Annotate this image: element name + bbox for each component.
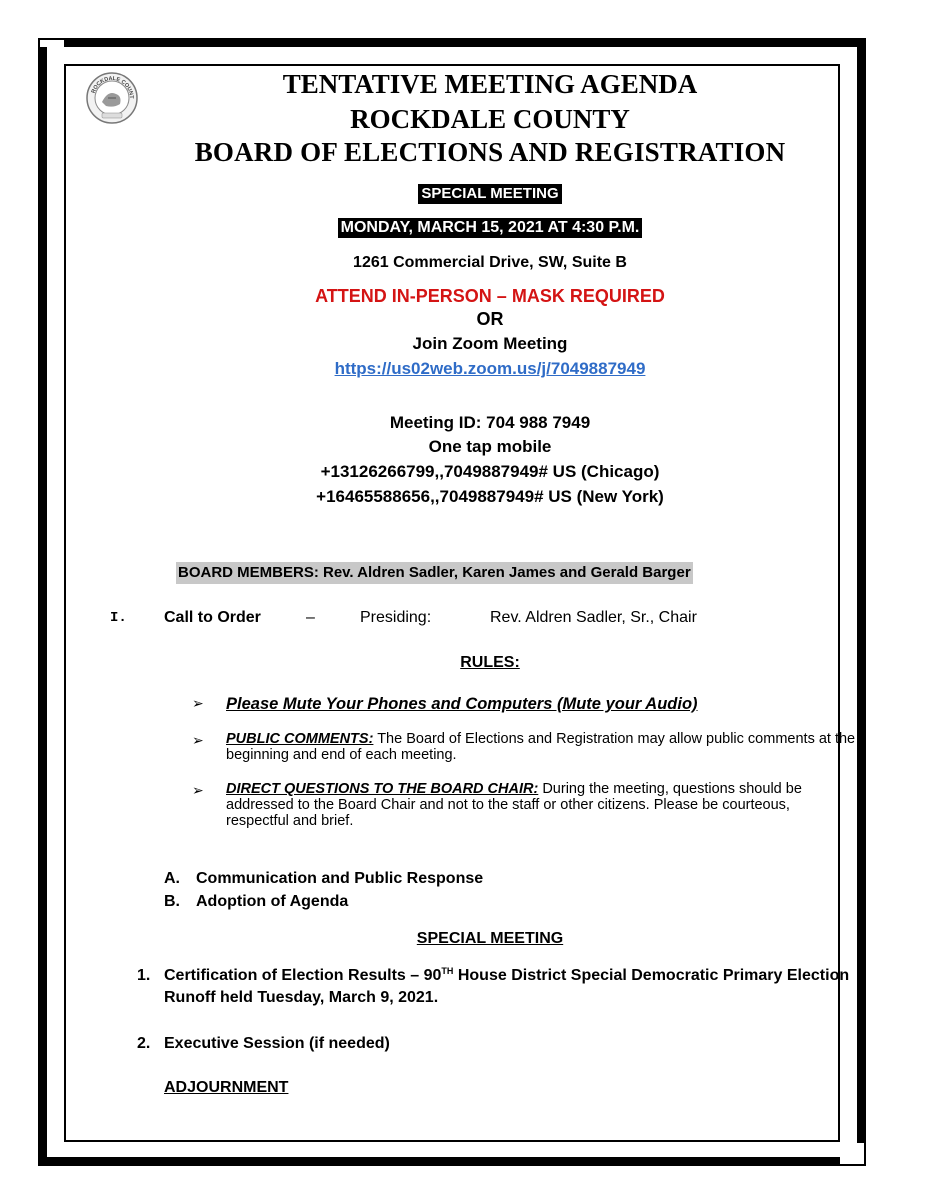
item-1-text: Certification of Election Results – 90TH House District Special Democratic Primary Election Runoff held Tuesday, March 9, 2021.: [164, 966, 850, 1006]
presiding-label: Presiding:: [360, 609, 432, 626]
item-2-text: Executive Session (if needed): [164, 1035, 390, 1052]
meeting-id: Meeting ID: 704 988 7949: [389, 413, 591, 432]
presiding-name: Rev. Aldren Sadler, Sr., Chair: [490, 609, 697, 626]
page-border-shadow-top: [64, 38, 866, 47]
svg-text:ROCKDALE COUNTY: ROCKDALE COUNT: [90, 75, 135, 99]
board-members: BOARD MEMBERS: Rev. Aldren Sadler, Karen James and Gerald Barger: [176, 562, 693, 584]
rule-direct-questions: DIRECT QUESTIONS TO THE BOARD CHAIR: During the meeting, questions should be addressed to the Board Chair and not to the staff or other citizens. Please be courteous, respectful and brief.: [226, 781, 802, 829]
bullet-arrow-icon: ➢: [192, 732, 204, 748]
zoom-link[interactable]: https://us02web.zoom.us/j/7049887949: [334, 359, 646, 378]
page-border-shadow-left: [38, 47, 47, 1166]
adjournment: ADJOURNMENT: [164, 1079, 289, 1096]
county-name: ROCKDALE COUNTY: [350, 104, 630, 134]
item-2-number: 2.: [137, 1035, 151, 1052]
call-to-order-label: Call to Order: [164, 609, 261, 626]
section-numeral-i: I.: [110, 610, 127, 626]
item-b-label: B.: [164, 893, 180, 910]
bullet-arrow-icon: ➢: [192, 695, 204, 711]
item-a-label: A.: [164, 870, 180, 887]
rule-mute: Please Mute Your Phones and Computers (Mute your Audio): [226, 695, 698, 713]
zoom-heading: Join Zoom Meeting: [412, 334, 568, 353]
agenda-title: TENTATIVE MEETING AGENDA: [282, 69, 698, 99]
bullet-arrow-icon: ➢: [192, 782, 204, 798]
meeting-date-label: MONDAY, MARCH 15, 2021 AT 4:30 P.M.: [338, 218, 643, 238]
item-b-text: Adoption of Agenda: [196, 893, 349, 910]
one-tap-label: One tap mobile: [428, 437, 552, 456]
or-separator: OR: [476, 309, 504, 329]
page-border-shadow-bottom: [38, 1157, 840, 1166]
zoom-link-row: [64, 358, 916, 380]
item-a-text: Communication and Public Response: [196, 870, 484, 887]
phone-new-york: +16465588656,,7049887949# US (New York): [316, 487, 664, 506]
meeting-date-banner: [64, 218, 916, 238]
call-to-order-dash: –: [306, 609, 315, 626]
meeting-type-banner: [64, 184, 916, 204]
phone-chicago: +13126266799,,7049887949# US (Chicago): [320, 462, 660, 481]
meeting-type-label: SPECIAL MEETING: [418, 184, 561, 204]
meeting-address: 1261 Commercial Drive, SW, Suite B: [353, 254, 627, 271]
rule-public-comments: PUBLIC COMMENTS: The Board of Elections and Registration may allow public comments at the beginning and end of each meeting.: [226, 731, 856, 763]
rules-heading: RULES:: [460, 654, 520, 671]
board-name: BOARD OF ELECTIONS AND REGISTRATION: [194, 137, 786, 167]
attend-notice: ATTEND IN-PERSON – MASK REQUIRED: [315, 286, 665, 306]
special-meeting-heading: SPECIAL MEETING: [416, 930, 564, 947]
item-1-number: 1.: [137, 967, 151, 984]
